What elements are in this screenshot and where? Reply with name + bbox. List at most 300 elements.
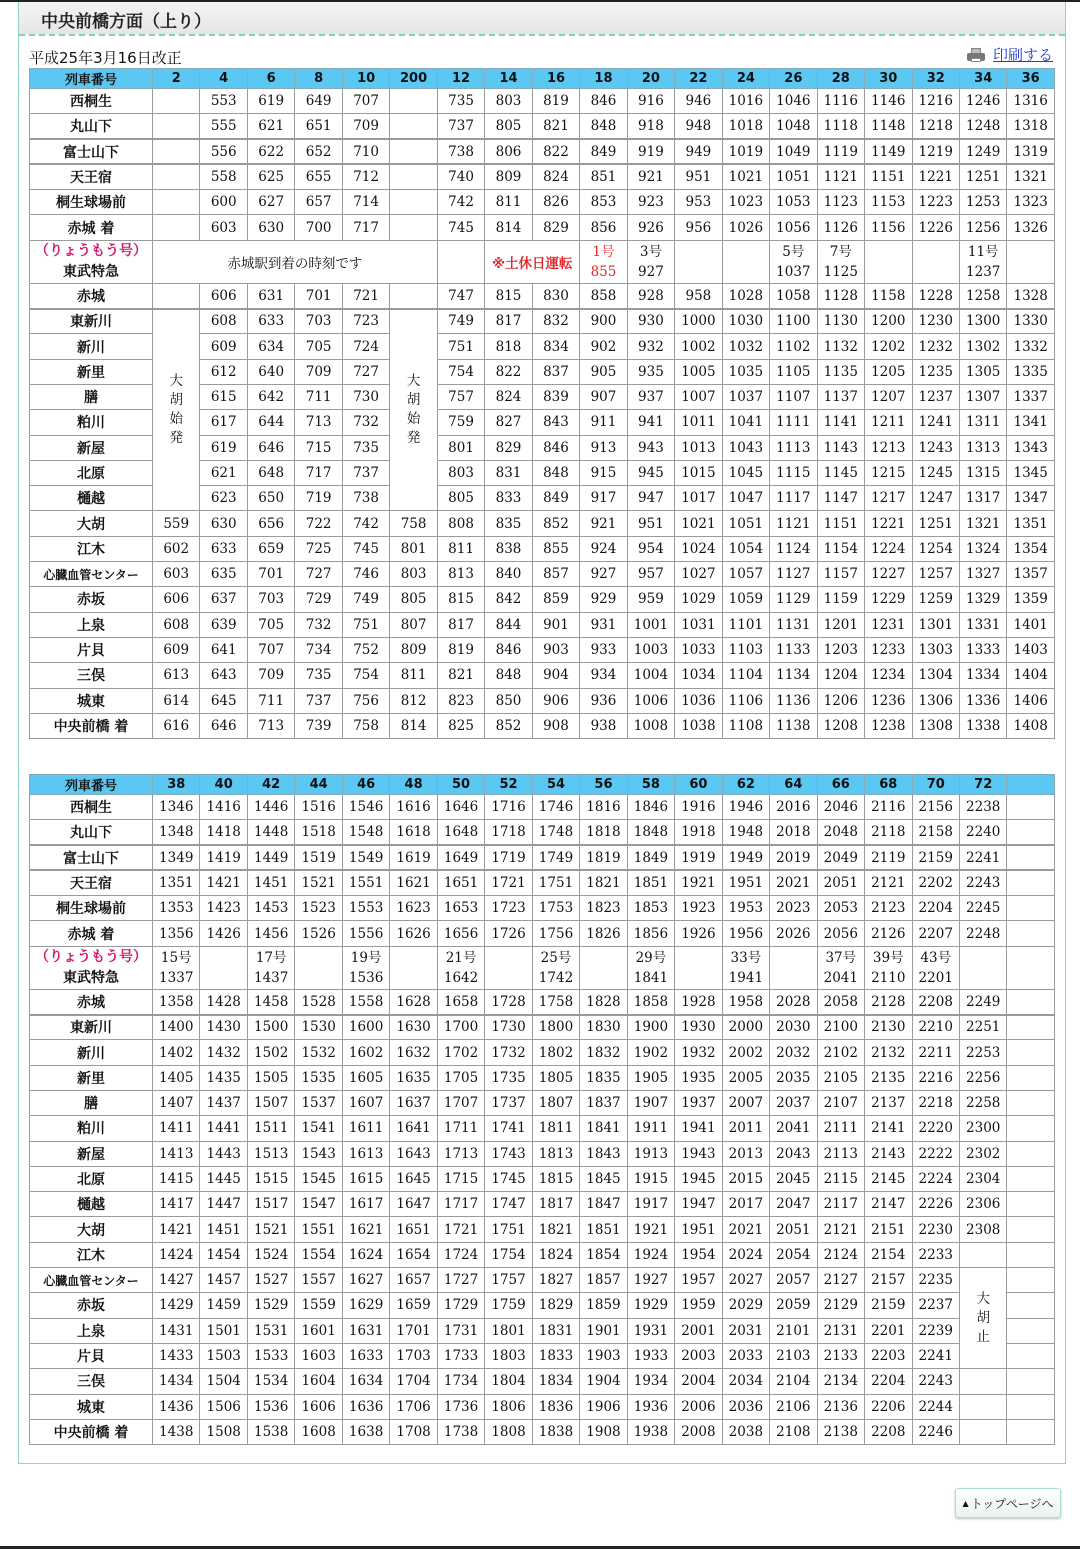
time-cell: 1717 bbox=[437, 1192, 484, 1217]
time-cell: 1823 bbox=[580, 896, 627, 921]
time-cell: 2045 bbox=[770, 1166, 817, 1191]
time-cell: 1427 bbox=[153, 1268, 200, 1293]
time-cell: 715 bbox=[295, 435, 342, 460]
time-cell: 1337 bbox=[1007, 384, 1054, 409]
time-cell: 2302 bbox=[959, 1141, 1006, 1166]
limited-express-cell bbox=[390, 946, 437, 989]
station-row bbox=[30, 562, 1055, 587]
time-cell: 2034 bbox=[722, 1369, 769, 1394]
time-cell: 709 bbox=[295, 359, 342, 384]
time-cell: 1211 bbox=[865, 410, 912, 435]
station-row bbox=[30, 139, 1055, 164]
time-cell: 1451 bbox=[247, 870, 294, 895]
time-cell: 732 bbox=[295, 612, 342, 637]
time-cell: 737 bbox=[295, 688, 342, 713]
time-cell: 1006 bbox=[627, 688, 674, 713]
time-cell: 805 bbox=[485, 114, 532, 139]
time-cell: 1000 bbox=[675, 309, 722, 334]
time-cell: 754 bbox=[437, 359, 484, 384]
time-cell: 555 bbox=[200, 114, 247, 139]
time-cell: 954 bbox=[627, 536, 674, 561]
time-cell: 814 bbox=[390, 713, 437, 738]
train-number: 10 bbox=[342, 69, 389, 89]
time-cell: 1524 bbox=[247, 1242, 294, 1267]
station-name: 西桐生 bbox=[30, 795, 153, 820]
time-cell: 659 bbox=[247, 536, 294, 561]
time-cell: 1958 bbox=[722, 989, 769, 1014]
time-cell: 1705 bbox=[437, 1065, 484, 1090]
time-cell: 732 bbox=[342, 410, 389, 435]
time-cell: 1534 bbox=[247, 1369, 294, 1394]
time-cell: 1738 bbox=[437, 1419, 484, 1444]
time-cell bbox=[1007, 1192, 1054, 1217]
express-time: 855 bbox=[590, 263, 617, 280]
time-cell: 1438 bbox=[153, 1419, 200, 1444]
time-cell: 1954 bbox=[675, 1242, 722, 1267]
time-cell: 1527 bbox=[247, 1268, 294, 1293]
time-cell: 1129 bbox=[770, 587, 817, 612]
time-cell: 1643 bbox=[390, 1141, 437, 1166]
time-cell: 927 bbox=[580, 562, 627, 587]
time-cell bbox=[1007, 1394, 1054, 1419]
time-cell: 635 bbox=[200, 562, 247, 587]
time-cell: 1407 bbox=[153, 1090, 200, 1115]
time-cell bbox=[153, 190, 200, 215]
time-cell: 1158 bbox=[865, 283, 912, 308]
time-cell: 1151 bbox=[865, 164, 912, 189]
train-number: 52 bbox=[485, 775, 532, 795]
time-cell: 2243 bbox=[959, 870, 1006, 895]
limited-express-cell bbox=[817, 240, 864, 283]
time-cell: 2031 bbox=[722, 1318, 769, 1343]
arrival-note bbox=[153, 240, 438, 283]
time-cell: 1105 bbox=[770, 359, 817, 384]
time-cell: 831 bbox=[485, 460, 532, 485]
time-cell: 1138 bbox=[770, 713, 817, 738]
station-row bbox=[30, 1217, 1055, 1242]
time-cell: 649 bbox=[295, 89, 342, 114]
time-cell: 2237 bbox=[912, 1293, 959, 1318]
train-number: 50 bbox=[437, 775, 484, 795]
train-number: 70 bbox=[912, 775, 959, 795]
time-cell: 1029 bbox=[675, 587, 722, 612]
time-cell: 1832 bbox=[580, 1040, 627, 1065]
time-cell: 849 bbox=[532, 486, 579, 511]
time-cell: 821 bbox=[532, 114, 579, 139]
time-cell: 1031 bbox=[675, 612, 722, 637]
time-cell bbox=[1007, 1090, 1054, 1115]
time-cell: 2056 bbox=[817, 921, 864, 946]
station-name: 富士山下 bbox=[30, 139, 153, 164]
time-cell: 833 bbox=[485, 486, 532, 511]
time-cell: 2118 bbox=[865, 820, 912, 845]
time-cell: 1208 bbox=[817, 713, 864, 738]
time-cell: 1731 bbox=[437, 1318, 484, 1343]
time-cell: 1023 bbox=[722, 190, 769, 215]
time-cell: 1334 bbox=[959, 663, 1006, 688]
time-cell: 613 bbox=[153, 663, 200, 688]
station-row bbox=[30, 612, 1055, 637]
train-number: 2 bbox=[153, 69, 200, 89]
time-cell: 1136 bbox=[770, 688, 817, 713]
time-cell: 1030 bbox=[722, 309, 769, 334]
time-cell: 839 bbox=[532, 384, 579, 409]
time-cell: 1511 bbox=[247, 1116, 294, 1141]
limited-express-cell bbox=[865, 946, 912, 989]
time-cell: 1329 bbox=[959, 587, 1006, 612]
time-cell bbox=[1007, 896, 1054, 921]
time-cell: 730 bbox=[342, 384, 389, 409]
limited-express-cell bbox=[485, 946, 532, 989]
time-cell: 2127 bbox=[817, 1268, 864, 1293]
back-to-top-label[interactable]: トップページへ bbox=[970, 1496, 1054, 1511]
time-cell: 712 bbox=[342, 164, 389, 189]
time-cell: 1804 bbox=[485, 1369, 532, 1394]
time-cell: 559 bbox=[153, 511, 200, 536]
time-cell: 1923 bbox=[675, 896, 722, 921]
time-cell: 1145 bbox=[817, 460, 864, 485]
time-cell: 1502 bbox=[247, 1040, 294, 1065]
time-cell: 1326 bbox=[1007, 215, 1054, 240]
time-cell: 2206 bbox=[865, 1394, 912, 1419]
time-cell: 827 bbox=[485, 410, 532, 435]
station-name: 江木 bbox=[30, 1242, 153, 1267]
time-cell: 1117 bbox=[770, 486, 817, 511]
time-cell: 1437 bbox=[200, 1090, 247, 1115]
time-cell: 857 bbox=[532, 562, 579, 587]
time-cell: 806 bbox=[485, 139, 532, 164]
time-cell: 1123 bbox=[817, 190, 864, 215]
time-cell: 2107 bbox=[817, 1090, 864, 1115]
time-cell: 2013 bbox=[722, 1141, 769, 1166]
timetable-panel bbox=[18, 2, 1066, 1464]
time-cell: 1721 bbox=[437, 1217, 484, 1242]
time-cell: 1241 bbox=[912, 410, 959, 435]
time-cell: 1154 bbox=[817, 536, 864, 561]
time-cell: 924 bbox=[580, 536, 627, 561]
time-cell: 1106 bbox=[722, 688, 769, 713]
time-cell: 957 bbox=[627, 562, 674, 587]
limited-express-cell bbox=[342, 946, 389, 989]
time-cell: 742 bbox=[342, 511, 389, 536]
print-link[interactable] bbox=[967, 44, 1053, 65]
time-cell: 723 bbox=[342, 309, 389, 334]
station-name: 東新川 bbox=[30, 1015, 153, 1040]
time-cell: 2007 bbox=[722, 1090, 769, 1115]
time-cell: 1719 bbox=[485, 845, 532, 870]
time-cell: 941 bbox=[627, 410, 674, 435]
time-cell: 2101 bbox=[770, 1318, 817, 1343]
station-row bbox=[30, 688, 1055, 713]
time-cell: 1921 bbox=[675, 870, 722, 895]
time-cell: 705 bbox=[247, 612, 294, 637]
time-cell: 709 bbox=[342, 114, 389, 139]
limited-express-cell bbox=[722, 240, 769, 283]
station-name: 赤城 bbox=[30, 283, 153, 308]
time-cell bbox=[1007, 921, 1054, 946]
time-cell: 858 bbox=[580, 283, 627, 308]
time-cell: 1947 bbox=[675, 1192, 722, 1217]
station-name: 赤城 bbox=[30, 989, 153, 1014]
time-cell: 623 bbox=[200, 486, 247, 511]
express-time: 1337 bbox=[159, 969, 194, 986]
time-cell: 1016 bbox=[722, 89, 769, 114]
limited-express-cell bbox=[627, 240, 674, 283]
time-cell: 2021 bbox=[770, 870, 817, 895]
train-number: 72 bbox=[959, 775, 1006, 795]
time-cell bbox=[390, 190, 437, 215]
time-cell: 1657 bbox=[390, 1268, 437, 1293]
time-cell: 2116 bbox=[865, 795, 912, 820]
limited-express-cell bbox=[437, 946, 484, 989]
time-cell: 1849 bbox=[627, 845, 674, 870]
limited-express-cell bbox=[153, 946, 200, 989]
time-cell: 1821 bbox=[580, 870, 627, 895]
origin-note-char: 始 bbox=[406, 411, 421, 428]
express-number: 29号 bbox=[635, 949, 667, 966]
time-cell bbox=[1007, 845, 1054, 870]
time-cell: 1835 bbox=[580, 1065, 627, 1090]
time-cell: 1504 bbox=[200, 1369, 247, 1394]
time-cell: 1019 bbox=[722, 139, 769, 164]
time-cell: 1759 bbox=[485, 1293, 532, 1318]
limited-express-cell bbox=[959, 946, 1006, 989]
time-cell: 815 bbox=[437, 587, 484, 612]
time-cell: 727 bbox=[295, 562, 342, 587]
time-cell: 1434 bbox=[153, 1369, 200, 1394]
time-cell: 1836 bbox=[532, 1394, 579, 1419]
time-cell: 1300 bbox=[959, 309, 1006, 334]
time-cell: 817 bbox=[485, 309, 532, 334]
time-cell: 1758 bbox=[532, 989, 579, 1014]
time-cell: 1837 bbox=[580, 1090, 627, 1115]
time-cell: 2258 bbox=[959, 1090, 1006, 1115]
time-cell: 1953 bbox=[722, 896, 769, 921]
origin-note bbox=[390, 309, 437, 511]
time-cell: 2126 bbox=[865, 921, 912, 946]
time-cell: 1127 bbox=[770, 562, 817, 587]
time-cell: 2201 bbox=[865, 1318, 912, 1343]
time-cell: 1637 bbox=[390, 1090, 437, 1115]
time-cell: 1107 bbox=[770, 384, 817, 409]
time-cell: 1551 bbox=[295, 1217, 342, 1242]
time-cell bbox=[153, 215, 200, 240]
time-cell: 2051 bbox=[770, 1217, 817, 1242]
train-number: 12 bbox=[437, 69, 484, 89]
time-cell: 1848 bbox=[627, 820, 674, 845]
time-cell bbox=[153, 89, 200, 114]
time-cell: 1449 bbox=[247, 845, 294, 870]
time-cell: 951 bbox=[627, 511, 674, 536]
time-cell: 1433 bbox=[153, 1343, 200, 1368]
time-cell: 710 bbox=[342, 139, 389, 164]
train-number: 34 bbox=[959, 69, 1006, 89]
station-name: 新屋 bbox=[30, 1141, 153, 1166]
train-number: 4 bbox=[200, 69, 247, 89]
time-cell: 1723 bbox=[485, 896, 532, 921]
time-cell: 926 bbox=[627, 215, 674, 240]
time-cell: 1215 bbox=[865, 460, 912, 485]
time-cell: 1235 bbox=[912, 359, 959, 384]
time-cell: 1046 bbox=[770, 89, 817, 114]
time-cell: 1819 bbox=[580, 845, 627, 870]
time-cell: 1645 bbox=[390, 1166, 437, 1191]
time-cell: 2159 bbox=[865, 1293, 912, 1318]
time-cell: 1257 bbox=[912, 562, 959, 587]
time-cell: 1316 bbox=[1007, 89, 1054, 114]
time-cell: 1732 bbox=[485, 1040, 532, 1065]
time-cell: 2251 bbox=[959, 1015, 1006, 1040]
train-number: 40 bbox=[200, 775, 247, 795]
origin-note-char: 胡 bbox=[406, 392, 421, 409]
time-cell: 2017 bbox=[722, 1192, 769, 1217]
station-row bbox=[30, 1318, 1055, 1343]
time-cell: 1238 bbox=[865, 713, 912, 738]
station-row bbox=[30, 989, 1055, 1014]
time-cell: 856 bbox=[580, 215, 627, 240]
time-cell: 824 bbox=[485, 384, 532, 409]
time-cell: 1424 bbox=[153, 1242, 200, 1267]
time-cell: 711 bbox=[295, 384, 342, 409]
time-cell: 1258 bbox=[959, 283, 1006, 308]
limited-express-label bbox=[30, 946, 153, 989]
train-number: 22 bbox=[675, 69, 722, 89]
time-cell: 1741 bbox=[485, 1116, 532, 1141]
time-cell: 1141 bbox=[817, 410, 864, 435]
station-row bbox=[30, 89, 1055, 114]
time-cell: 1651 bbox=[437, 870, 484, 895]
time-cell: 1319 bbox=[1007, 139, 1054, 164]
station-row bbox=[30, 1015, 1055, 1040]
time-cell: 1926 bbox=[675, 921, 722, 946]
time-cell: 2211 bbox=[912, 1040, 959, 1065]
time-cell: 1132 bbox=[817, 334, 864, 359]
time-cell: 844 bbox=[485, 612, 532, 637]
time-cell: 1205 bbox=[865, 359, 912, 384]
train-number: 200 bbox=[390, 69, 437, 89]
time-cell: 1230 bbox=[912, 309, 959, 334]
time-cell: 2054 bbox=[770, 1242, 817, 1267]
time-cell: 1602 bbox=[342, 1040, 389, 1065]
time-cell: 1118 bbox=[817, 114, 864, 139]
time-cell: 1911 bbox=[627, 1116, 674, 1141]
time-cell: 807 bbox=[390, 612, 437, 637]
time-cell: 1951 bbox=[675, 1217, 722, 1242]
time-cell: 2123 bbox=[865, 896, 912, 921]
time-cell: 1901 bbox=[580, 1318, 627, 1343]
station-row bbox=[30, 1394, 1055, 1419]
origin-note-char: 発 bbox=[169, 430, 183, 447]
time-cell: 1636 bbox=[342, 1394, 389, 1419]
time-cell: 1021 bbox=[675, 511, 722, 536]
time-cell: 1730 bbox=[485, 1015, 532, 1040]
time-cell: 1917 bbox=[627, 1192, 674, 1217]
time-cell: 855 bbox=[532, 536, 579, 561]
time-cell: 1133 bbox=[770, 637, 817, 662]
time-cell: 1358 bbox=[153, 989, 200, 1014]
time-cell: 1630 bbox=[390, 1015, 437, 1040]
time-cell: 2015 bbox=[722, 1166, 769, 1191]
time-cell: 1615 bbox=[342, 1166, 389, 1191]
time-cell: 929 bbox=[580, 587, 627, 612]
time-cell: 1045 bbox=[722, 460, 769, 485]
time-cell: 1735 bbox=[485, 1065, 532, 1090]
time-cell: 1915 bbox=[627, 1166, 674, 1191]
time-cell: 1135 bbox=[817, 359, 864, 384]
train-number: 38 bbox=[153, 775, 200, 795]
time-cell: 945 bbox=[627, 460, 674, 485]
time-cell: 1349 bbox=[153, 845, 200, 870]
time-cell: 758 bbox=[390, 511, 437, 536]
station-row bbox=[30, 536, 1055, 561]
time-cell: 822 bbox=[532, 139, 579, 164]
time-cell: 1507 bbox=[247, 1090, 294, 1115]
time-cell: 1713 bbox=[437, 1141, 484, 1166]
time-cell: 921 bbox=[580, 511, 627, 536]
time-cell: 2233 bbox=[912, 1242, 959, 1267]
time-cell: 1341 bbox=[1007, 410, 1054, 435]
time-cell: 1454 bbox=[200, 1242, 247, 1267]
time-cell: 1559 bbox=[295, 1293, 342, 1318]
time-cell: 1506 bbox=[200, 1394, 247, 1419]
time-cell: 1513 bbox=[247, 1141, 294, 1166]
time-cell: 2226 bbox=[912, 1192, 959, 1217]
time-cell: 1428 bbox=[200, 989, 247, 1014]
time-cell: 1718 bbox=[485, 820, 532, 845]
express-time: 1642 bbox=[443, 969, 479, 986]
time-cell: 2202 bbox=[912, 870, 959, 895]
empty-cell bbox=[959, 1242, 1006, 1267]
station-name: 膳 bbox=[30, 384, 153, 409]
time-cell: 652 bbox=[295, 139, 342, 164]
time-cell: 2158 bbox=[912, 820, 959, 845]
time-cell: 1033 bbox=[675, 637, 722, 662]
express-time: 1237 bbox=[966, 263, 1001, 280]
time-cell: 657 bbox=[295, 190, 342, 215]
time-cell: 1546 bbox=[342, 795, 389, 820]
time-cell: 1416 bbox=[200, 795, 247, 820]
station-row bbox=[30, 587, 1055, 612]
time-cell: 713 bbox=[295, 410, 342, 435]
time-cell: 1004 bbox=[627, 663, 674, 688]
time-cell: 727 bbox=[342, 359, 389, 384]
time-cell: 1443 bbox=[200, 1141, 247, 1166]
time-cell: 1503 bbox=[200, 1343, 247, 1368]
time-cell: 948 bbox=[675, 114, 722, 139]
time-cell: 1621 bbox=[342, 1217, 389, 1242]
time-cell: 1445 bbox=[200, 1166, 247, 1191]
time-cell: 631 bbox=[247, 283, 294, 308]
print-label[interactable]: 印刷する bbox=[992, 46, 1053, 64]
time-cell: 1830 bbox=[580, 1015, 627, 1040]
time-cell: 1100 bbox=[770, 309, 817, 334]
back-to-top-button[interactable] bbox=[955, 1488, 1061, 1518]
tobu-label: 東武特急 bbox=[63, 969, 119, 986]
time-cell: 600 bbox=[200, 190, 247, 215]
train-number: 18 bbox=[580, 69, 627, 89]
time-cell: 2121 bbox=[865, 870, 912, 895]
time-cell: 2154 bbox=[865, 1242, 912, 1267]
time-cell: 627 bbox=[247, 190, 294, 215]
time-cell: 825 bbox=[437, 713, 484, 738]
station-row bbox=[30, 1369, 1055, 1394]
time-cell: 1226 bbox=[912, 215, 959, 240]
time-cell: 609 bbox=[200, 334, 247, 359]
time-cell: 1356 bbox=[153, 921, 200, 946]
time-cell: 1516 bbox=[295, 795, 342, 820]
time-cell: 1921 bbox=[627, 1217, 674, 1242]
time-cell: 2006 bbox=[675, 1394, 722, 1419]
